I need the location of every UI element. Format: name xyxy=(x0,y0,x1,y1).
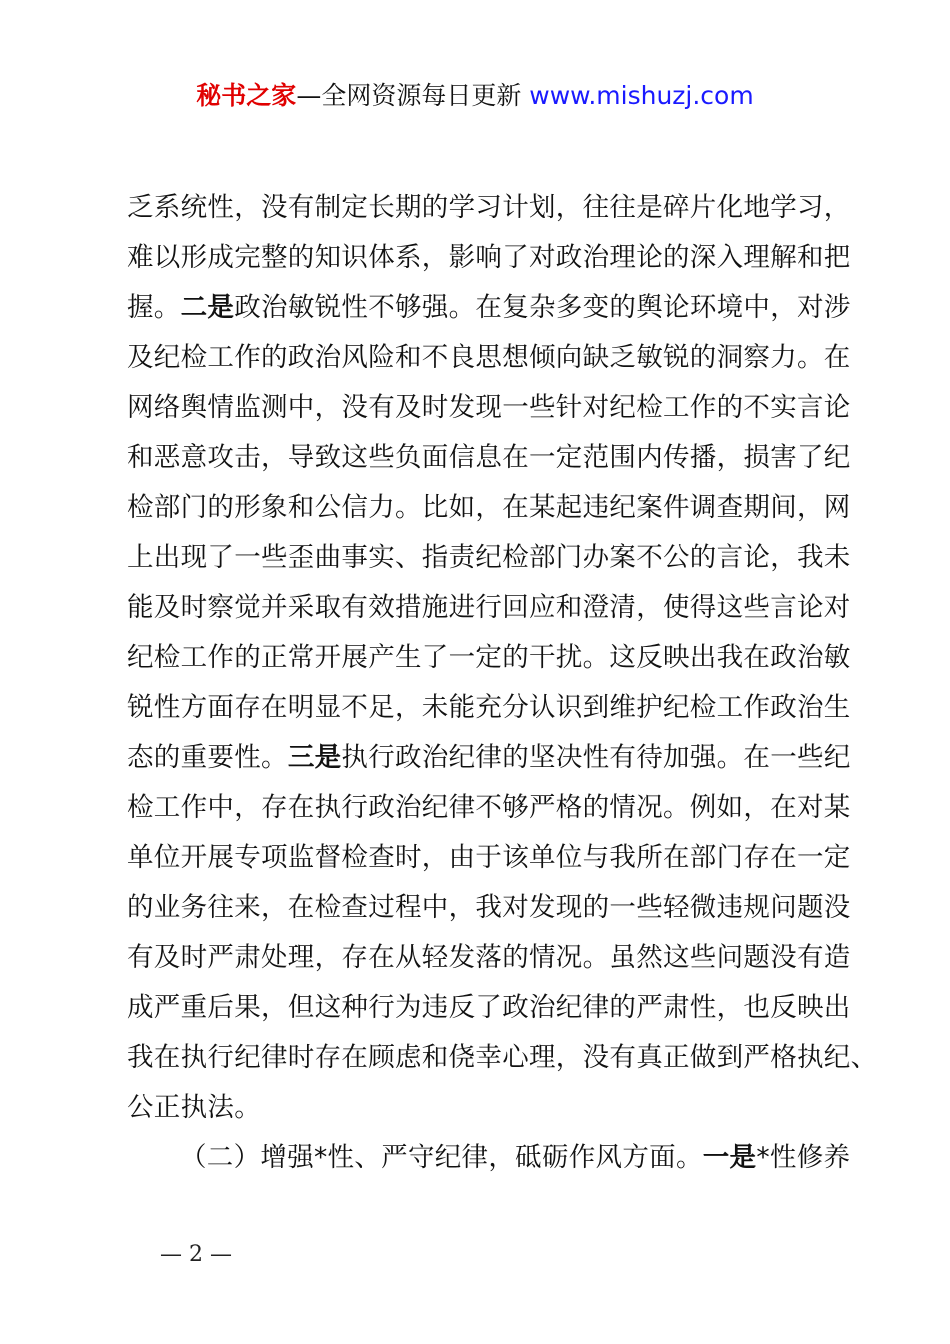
text-segment: 和恶意攻击，导致这些负面信息在一定范围内传播，损害了纪 xyxy=(127,442,851,473)
highlight-phrase: 二是 xyxy=(180,292,235,323)
highlight-phrase: 三是 xyxy=(287,742,342,773)
text-segment: 态的重要性。 xyxy=(127,742,288,773)
site-url-link[interactable]: www.mishuzj.com xyxy=(529,81,754,110)
text-line xyxy=(127,783,851,833)
text-line xyxy=(127,833,851,883)
text-segment: （二）增强*性、严守纪律，砥砺作风方面。 xyxy=(180,1142,703,1173)
text-line xyxy=(127,333,851,383)
text-segment: 检工作中，存在执行政治纪律不够严格的情况。例如，在对某 xyxy=(127,792,851,823)
text-line xyxy=(127,633,851,683)
text-line xyxy=(127,233,851,283)
site-brand: 秘书之家 xyxy=(196,81,297,110)
text-line xyxy=(127,1083,837,1133)
text-segment: 及纪检工作的政治风险和不良思想倾向缺乏敏锐的洞察力。在 xyxy=(127,342,851,373)
text-line xyxy=(127,283,851,333)
text-segment: 政治敏锐性不够强。在复杂多变的舆论环境中，对涉 xyxy=(234,292,851,323)
text-segment: 乏系统性，没有制定长期的学习计划，往往是碎片化地学习， xyxy=(127,192,851,223)
text-segment: 单位开展专项监督检查时，由于该单位与我所在部门存在一定 xyxy=(127,842,851,873)
text-segment: 难以形成完整的知识体系，影响了对政治理论的深入理解和把 xyxy=(127,242,851,273)
text-segment: 有及时严肃处理，存在从轻发落的情况。虽然这些问题没有造 xyxy=(127,942,851,973)
text-segment: 执行政治纪律的坚决性有待加强。在一些纪 xyxy=(341,742,851,773)
site-tagline: —全网资源每日更新 xyxy=(296,81,522,110)
text-segment: 上出现了一些歪曲事实、指责纪检部门办案不公的言论，我未 xyxy=(127,542,851,573)
text-segment: 握。 xyxy=(127,292,181,323)
text-line xyxy=(127,1033,878,1083)
highlight-phrase: 一是 xyxy=(702,1142,757,1173)
text-line xyxy=(127,183,851,233)
text-segment: *性修养 xyxy=(756,1142,851,1173)
text-line xyxy=(127,433,851,483)
text-line xyxy=(127,983,851,1033)
text-segment: 成严重后果，但这种行为违反了政治纪律的严肃性，也反映出 xyxy=(127,992,851,1023)
text-line xyxy=(127,583,851,633)
text-segment: 能及时察觉并采取有效措施进行回应和澄清，使得这些言论对 xyxy=(127,592,851,623)
text-line xyxy=(127,383,851,433)
text-segment: 我在执行纪律时存在顾虑和侥幸心理，没有真正做到严格执纪、 xyxy=(127,1042,878,1073)
text-line xyxy=(127,733,851,783)
document-body xyxy=(127,183,878,1183)
text-line xyxy=(127,683,851,733)
site-header xyxy=(0,80,950,112)
text-line xyxy=(127,1133,851,1183)
text-line xyxy=(127,933,851,983)
text-line xyxy=(127,483,851,533)
text-segment: 网络舆情监测中，没有及时发现一些针对纪检工作的不实言论 xyxy=(127,392,851,423)
text-line xyxy=(127,533,851,583)
text-segment: 锐性方面存在明显不足，未能充分认识到维护纪检工作政治生 xyxy=(127,692,851,723)
text-segment: 的业务往来，在检查过程中，我对发现的一些轻微违规问题没 xyxy=(127,892,851,923)
text-segment: 检部门的形象和公信力。比如，在某起违纪案件调查期间，网 xyxy=(127,492,851,523)
text-segment: 公正执法。 xyxy=(127,1092,261,1123)
text-segment: 纪检工作的正常开展产生了一定的干扰。这反映出我在政治敏 xyxy=(127,642,851,673)
page-number: — 2 — xyxy=(160,1242,232,1267)
text-line xyxy=(127,883,851,933)
